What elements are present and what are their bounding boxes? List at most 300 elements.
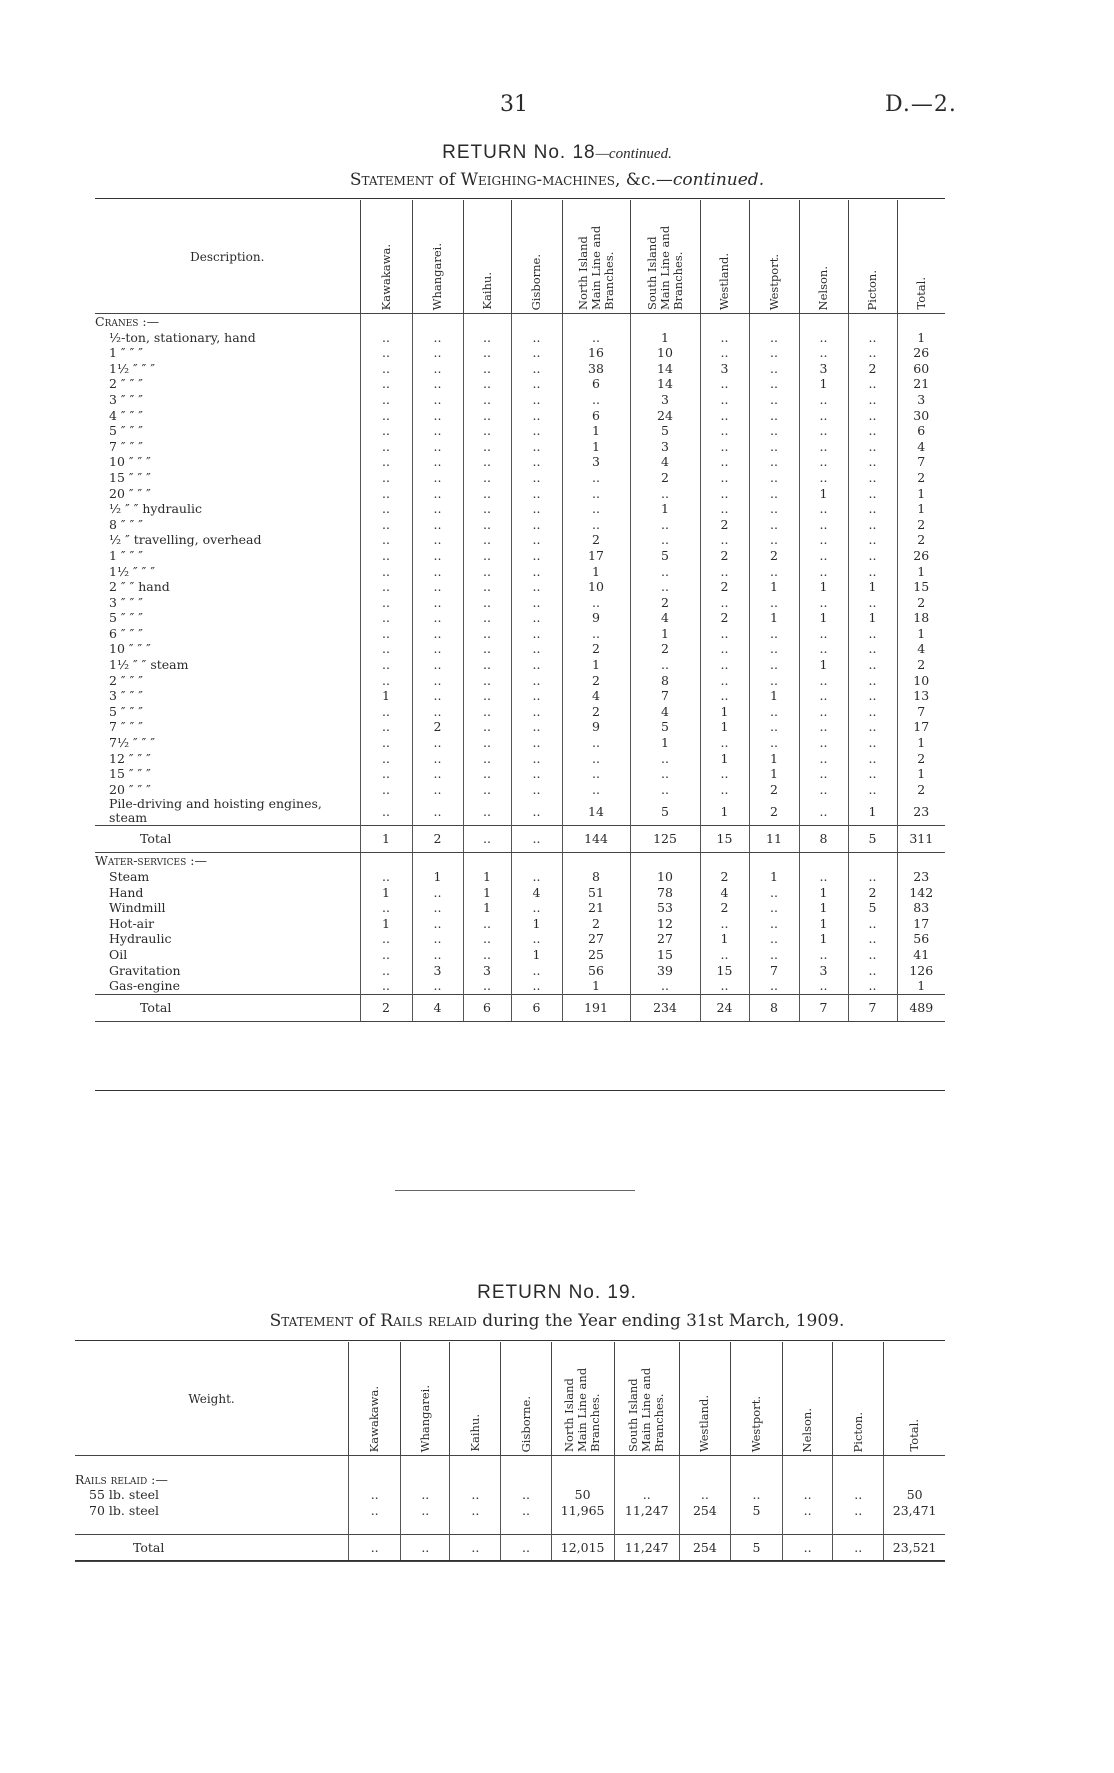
table-cell: 2 — [749, 797, 799, 826]
table-cell: .. — [848, 657, 897, 673]
table-cell: 8 — [562, 869, 630, 885]
table-cell: 1 — [562, 439, 630, 455]
table-row — [95, 869, 945, 885]
col-header: Westport. — [730, 1342, 782, 1456]
empty-cell — [501, 1472, 551, 1488]
table-cell: .. — [749, 408, 799, 424]
table-cell: .. — [450, 1503, 501, 1519]
table-cell: .. — [562, 501, 630, 517]
table-cell: 9 — [562, 719, 630, 735]
top-rule — [95, 198, 945, 199]
row-label: Steam — [95, 869, 360, 885]
row-label: 1½ ″ ″ ″ — [95, 564, 360, 580]
table-cell: 254 — [679, 1503, 730, 1519]
table-cell: .. — [463, 376, 511, 392]
table-cell: .. — [360, 439, 412, 455]
table-cell: 24 — [700, 994, 749, 1021]
table-cell: 5 — [630, 423, 700, 439]
table-cell: .. — [511, 376, 562, 392]
empty-cell — [75, 1456, 349, 1472]
table-cell: .. — [799, 345, 848, 361]
table-cell: .. — [463, 766, 511, 782]
table-cell: 1 — [917, 735, 926, 751]
table-cell: 11,247 — [614, 1503, 679, 1519]
table-cell: 7 — [799, 994, 848, 1021]
empty-cell — [630, 853, 700, 869]
row-label: 7 ″ ″ ″ — [95, 719, 360, 735]
return-19-bottom-rule — [75, 1560, 945, 1561]
table-cell: .. — [511, 626, 562, 642]
table-cell: 1 — [799, 885, 848, 901]
empty-cell — [799, 314, 848, 330]
table-cell: 1 — [360, 826, 412, 853]
empty-cell — [562, 314, 630, 330]
col-header: South Island Main Line and Branches. — [630, 200, 700, 314]
table-cell: 1 — [630, 330, 700, 346]
table-cell: .. — [360, 532, 412, 548]
section-heading: Water-services :— — [95, 853, 360, 869]
empty-cell — [679, 1518, 730, 1534]
table-cell: 2 — [700, 548, 749, 564]
table-row — [95, 947, 945, 963]
table-cell: 78 — [630, 885, 700, 901]
table-cell: .. — [360, 454, 412, 470]
table-cell: .. — [412, 408, 463, 424]
table-cell: 1 — [630, 626, 700, 642]
table-cell: .. — [799, 532, 848, 548]
empty-cell — [360, 853, 412, 869]
return-18-bottom-rule — [95, 1090, 945, 1091]
table-cell: .. — [463, 688, 511, 704]
table-cell: .. — [511, 978, 562, 994]
table-cell: 23,521 — [884, 1534, 945, 1561]
table-cell: 4 — [700, 885, 749, 901]
table-row — [95, 361, 945, 377]
table-cell: 41 — [913, 946, 930, 962]
table-cell: 5 — [730, 1534, 782, 1561]
table-cell: .. — [412, 548, 463, 564]
table-cell: 15 — [913, 579, 930, 595]
table-cell: 2 — [562, 916, 630, 932]
table-cell: .. — [799, 782, 848, 798]
table-cell: .. — [562, 751, 630, 767]
table-cell: 1 — [799, 486, 848, 502]
table-cell: .. — [799, 470, 848, 486]
table-cell: .. — [749, 657, 799, 673]
table-cell: .. — [463, 564, 511, 580]
table-cell: .. — [463, 797, 511, 826]
empty-cell — [75, 1518, 349, 1534]
table-cell: .. — [799, 454, 848, 470]
table-cell: .. — [848, 869, 897, 885]
table-cell: .. — [562, 470, 630, 486]
table-cell: .. — [848, 408, 897, 424]
spacer-row — [75, 1456, 945, 1472]
return-19-title: RETURN No. 19. — [477, 1282, 637, 1303]
table-cell: .. — [848, 782, 897, 798]
table-row — [95, 610, 945, 626]
table-cell: .. — [401, 1534, 450, 1561]
table-cell: .. — [360, 548, 412, 564]
empty-cell — [463, 853, 511, 869]
table-cell: .. — [799, 564, 848, 580]
table-cell: .. — [799, 548, 848, 564]
table-cell: .. — [463, 408, 511, 424]
col-header: Total. — [897, 200, 945, 314]
table-cell: 2 — [848, 885, 897, 901]
table-cell: .. — [412, 704, 463, 720]
table-cell: .. — [463, 470, 511, 486]
table-row — [95, 719, 945, 735]
table-cell: 6 — [463, 994, 511, 1021]
table-cell: .. — [799, 797, 848, 826]
table-cell: .. — [463, 782, 511, 798]
table-cell: 1 — [799, 900, 848, 916]
table-cell: .. — [412, 361, 463, 377]
subtitle-weighing: Weighing-machines — [460, 170, 615, 190]
table-cell: 7 — [917, 454, 926, 470]
return-18-subtitle — [0, 170, 1114, 190]
table-row — [95, 931, 945, 947]
table-cell: .. — [412, 978, 463, 994]
table-cell: 1 — [700, 719, 749, 735]
table-cell: .. — [749, 392, 799, 408]
col-header: Picton. — [833, 1342, 884, 1456]
table-cell: .. — [501, 1503, 551, 1519]
row-label: Hand — [95, 885, 360, 901]
table-cell: .. — [511, 501, 562, 517]
table-cell: .. — [562, 595, 630, 611]
table-row — [95, 885, 945, 901]
table-cell: .. — [511, 900, 562, 916]
empty-cell — [412, 314, 463, 330]
table-cell: .. — [848, 751, 897, 767]
empty-cell — [700, 314, 749, 330]
rails-relaid-heading-row — [75, 1472, 945, 1488]
col-header: Whangarei. — [401, 1342, 450, 1456]
table-cell: .. — [501, 1534, 551, 1561]
table-cell: .. — [799, 704, 848, 720]
col-header: Kawakawa. — [360, 200, 412, 314]
table-cell: .. — [511, 439, 562, 455]
table-cell: .. — [412, 579, 463, 595]
table-cell: 1 — [700, 931, 749, 947]
table-cell: 7 — [630, 688, 700, 704]
table-cell: 3 — [630, 439, 700, 455]
table-cell: 2 — [700, 610, 749, 626]
table-cell: .. — [511, 704, 562, 720]
row-label: Total — [75, 1534, 349, 1561]
table-cell: 1 — [917, 563, 926, 579]
table-row — [95, 486, 945, 502]
table-cell: 1 — [799, 376, 848, 392]
table-cell: .. — [700, 470, 749, 486]
table-row — [95, 376, 945, 392]
table-cell: .. — [749, 978, 799, 994]
subtitle-rails: Rails relaid — [380, 1311, 477, 1331]
table-cell: 11,965 — [551, 1503, 614, 1519]
table-cell: .. — [700, 345, 749, 361]
row-label: 1½ ″ ″ steam — [95, 657, 360, 673]
row-label: Total — [95, 994, 360, 1021]
table-cell: .. — [562, 517, 630, 533]
table-cell: .. — [630, 657, 700, 673]
table-cell: .. — [360, 673, 412, 689]
table-cell: .. — [463, 978, 511, 994]
table-cell: .. — [360, 704, 412, 720]
table-cell: .. — [799, 751, 848, 767]
table-cell: .. — [511, 548, 562, 564]
table-row — [95, 688, 945, 704]
table-cell: .. — [749, 641, 799, 657]
row-label: Hot-air — [95, 916, 360, 932]
table-cell: .. — [511, 532, 562, 548]
table-cell: .. — [360, 595, 412, 611]
row-label: 15 ″ ″ ″ — [95, 470, 360, 486]
table-cell: 2 — [917, 532, 926, 548]
table-cell: 125 — [630, 826, 700, 853]
table-cell: 1 — [917, 766, 926, 782]
table-row — [95, 345, 945, 361]
table-cell: .. — [833, 1534, 884, 1561]
table-row — [95, 330, 945, 346]
table-cell: 1 — [848, 797, 897, 826]
table-cell: .. — [360, 423, 412, 439]
table-cell: 50 — [551, 1487, 614, 1503]
row-label: 3 ″ ″ ″ — [95, 392, 360, 408]
table-cell: 1 — [463, 869, 511, 885]
col-header: Kawakawa. — [349, 1342, 401, 1456]
empty-cell — [630, 314, 700, 330]
table-row — [95, 501, 945, 517]
table-row — [95, 454, 945, 470]
table-cell: .. — [749, 345, 799, 361]
table-cell: 26 — [913, 547, 930, 563]
table-cell: .. — [833, 1503, 884, 1519]
table-cell: .. — [799, 947, 848, 963]
table-cell: 2 — [630, 595, 700, 611]
table-cell: .. — [463, 826, 511, 853]
table-cell: .. — [799, 517, 848, 533]
table-cell: .. — [412, 501, 463, 517]
table-cell: .. — [360, 330, 412, 346]
table-cell: .. — [848, 548, 897, 564]
table-cell: .. — [799, 978, 848, 994]
table-cell: 1 — [463, 885, 511, 901]
table-cell: .. — [749, 885, 799, 901]
table-cell: 8 — [630, 673, 700, 689]
table-cell: .. — [848, 345, 897, 361]
table-cell: .. — [511, 408, 562, 424]
table-cell: 1 — [562, 423, 630, 439]
table-cell: 1 — [917, 978, 926, 994]
table-cell: 2 — [749, 782, 799, 798]
table-cell: .. — [730, 1487, 782, 1503]
table-cell: 5 — [630, 719, 700, 735]
table-cell: .. — [848, 376, 897, 392]
table-cell: .. — [749, 735, 799, 751]
table-cell: .. — [700, 439, 749, 455]
table-cell: .. — [848, 532, 897, 548]
table-cell: 12 — [630, 916, 700, 932]
return-18-title-text: RETURN No. 18 — [442, 142, 596, 163]
table-cell: 2 — [917, 781, 926, 797]
row-label: Total — [95, 826, 360, 853]
table-cell: 1 — [799, 657, 848, 673]
table-cell: 1 — [511, 947, 562, 963]
table-cell: 1 — [630, 735, 700, 751]
col-header: Nelson. — [799, 200, 848, 314]
table-cell: .. — [749, 626, 799, 642]
table-cell: 39 — [630, 963, 700, 979]
table-cell: .. — [511, 470, 562, 486]
table-cell: 1 — [917, 625, 926, 641]
table-cell: .. — [700, 641, 749, 657]
col-header: Whangarei. — [412, 200, 463, 314]
page-number: 31 — [500, 92, 528, 117]
table-cell: .. — [412, 454, 463, 470]
table-row — [95, 735, 945, 751]
table-cell: 234 — [630, 994, 700, 1021]
table-cell: .. — [501, 1487, 551, 1503]
table-cell: .. — [630, 564, 700, 580]
table-cell: .. — [630, 978, 700, 994]
empty-cell — [401, 1518, 450, 1534]
table-cell: .. — [463, 345, 511, 361]
table-cell: .. — [412, 486, 463, 502]
col-header: Total. — [884, 1342, 945, 1456]
table-cell: 2 — [848, 361, 897, 377]
table-cell: .. — [511, 361, 562, 377]
table-cell: .. — [412, 735, 463, 751]
table-cell: 1 — [511, 916, 562, 932]
table-cell: .. — [360, 610, 412, 626]
table-cell: .. — [799, 408, 848, 424]
table-cell: 15 — [700, 963, 749, 979]
empty-cell — [833, 1472, 884, 1488]
table-cell: 6 — [511, 994, 562, 1021]
table-cell: 254 — [679, 1534, 730, 1561]
table-cell: 2 — [360, 994, 412, 1021]
table-cell: .. — [463, 931, 511, 947]
table-cell: .. — [412, 673, 463, 689]
table-cell: .. — [749, 501, 799, 517]
table-row — [95, 392, 945, 408]
table-cell: .. — [562, 626, 630, 642]
table-cell: .. — [360, 579, 412, 595]
table-cell: 2 — [700, 869, 749, 885]
table-cell: .. — [360, 376, 412, 392]
table-cell: .. — [848, 501, 897, 517]
table-cell: .. — [412, 900, 463, 916]
row-label: 12 ″ ″ ″ — [95, 751, 360, 767]
table-cell: 24 — [630, 408, 700, 424]
table-cell: .. — [700, 626, 749, 642]
table-cell: .. — [562, 766, 630, 782]
table-cell: .. — [412, 439, 463, 455]
table-cell: .. — [848, 392, 897, 408]
empty-cell — [783, 1472, 833, 1488]
table-cell: .. — [700, 688, 749, 704]
table-cell: .. — [848, 595, 897, 611]
row-label: ½ ″ ″ hydraulic — [95, 501, 360, 517]
col-header: Westport. — [749, 200, 799, 314]
table-cell: 1 — [749, 766, 799, 782]
empty-cell — [848, 314, 897, 330]
table-cell: .. — [848, 330, 897, 346]
table-cell: .. — [848, 963, 897, 979]
table-cell: .. — [349, 1503, 401, 1519]
table-cell: 2 — [917, 657, 926, 673]
table-cell: .. — [749, 470, 799, 486]
empty-cell — [511, 314, 562, 330]
table-cell: 8 — [749, 994, 799, 1021]
table-cell: 5 — [630, 797, 700, 826]
empty-cell — [833, 1518, 884, 1534]
total-row — [95, 826, 945, 853]
subtitle-of: of — [433, 170, 461, 190]
table-cell: .. — [360, 719, 412, 735]
table-cell: 17 — [913, 915, 930, 931]
table-row — [95, 532, 945, 548]
table-cell: 15 — [700, 826, 749, 853]
table-cell: 21 — [562, 900, 630, 916]
table-cell: .. — [700, 330, 749, 346]
col-header: Nelson. — [783, 1342, 833, 1456]
table-cell: 4 — [917, 438, 926, 454]
subtitle-etc: , &c.— — [615, 170, 673, 190]
table-cell: 2 — [917, 750, 926, 766]
table-cell: .. — [360, 517, 412, 533]
table-cell: 30 — [913, 407, 930, 423]
empty-cell — [501, 1456, 551, 1472]
empty-cell — [749, 314, 799, 330]
empty-cell — [360, 314, 412, 330]
table-cell: 2 — [412, 826, 463, 853]
table-cell: .. — [848, 978, 897, 994]
table-cell: .. — [749, 931, 799, 947]
table-row — [75, 1487, 945, 1503]
table-cell: 2 — [700, 517, 749, 533]
table-cell: .. — [799, 330, 848, 346]
table-cell: .. — [783, 1503, 833, 1519]
table-cell: .. — [700, 454, 749, 470]
table-cell: 1 — [562, 564, 630, 580]
table-cell: 1 — [799, 579, 848, 595]
table-cell: .. — [749, 486, 799, 502]
table-cell: .. — [412, 423, 463, 439]
table-cell: .. — [700, 408, 749, 424]
table-cell: .. — [360, 392, 412, 408]
table-cell: .. — [463, 719, 511, 735]
table-cell: .. — [463, 595, 511, 611]
table-cell: 51 — [562, 885, 630, 901]
table-cell: .. — [848, 673, 897, 689]
return-18-title — [0, 142, 1114, 164]
subtitle-statement: Statement — [349, 170, 434, 190]
table-cell: 1 — [463, 900, 511, 916]
empty-cell — [551, 1472, 614, 1488]
table-cell: .. — [360, 931, 412, 947]
empty-cell — [679, 1456, 730, 1472]
return-18-header-row — [95, 200, 945, 314]
table-cell: 6 — [562, 408, 630, 424]
table-cell: 7 — [848, 994, 897, 1021]
row-label: Oil — [95, 947, 360, 963]
table-cell: .. — [749, 704, 799, 720]
empty-cell — [551, 1518, 614, 1534]
table-row — [95, 673, 945, 689]
